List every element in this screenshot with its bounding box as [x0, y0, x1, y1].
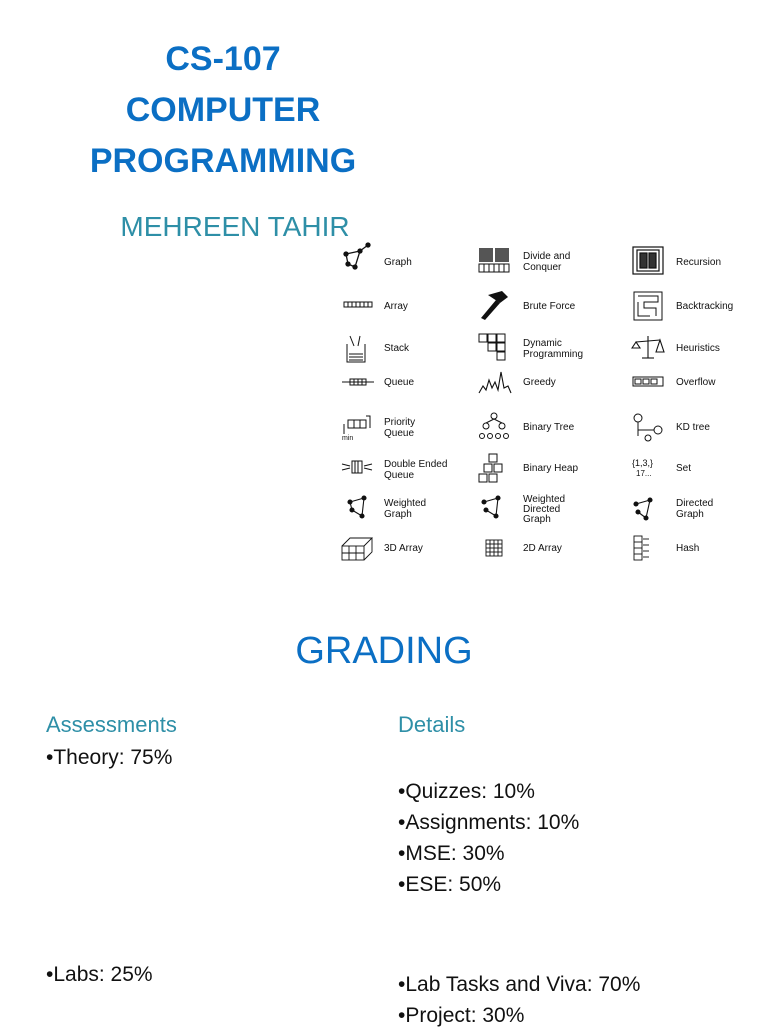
- kd-tree-item: [634, 414, 710, 441]
- 2d-array-item: [486, 540, 562, 556]
- weighted-directed-graph-item: [482, 494, 565, 525]
- dynamic-programming-item: [479, 334, 583, 360]
- data-structures-icon-grid: [336, 240, 746, 570]
- greedy-icon: [479, 372, 511, 393]
- stack-icon: [347, 336, 365, 362]
- grid-label: Divide and: [523, 251, 571, 262]
- course-code: CS-107: [165, 40, 281, 78]
- heuristics-item: [632, 336, 720, 358]
- grid-label: Heuristics: [676, 343, 720, 354]
- lab-details-list: [398, 969, 640, 1031]
- grid-label: Weighted: [523, 494, 566, 505]
- course-name-line1: COMPUTER: [125, 91, 321, 129]
- grid-label: 3D Array: [384, 543, 423, 554]
- grid-label: Queue: [384, 470, 415, 481]
- list-item: •Project: 30%: [398, 1004, 525, 1027]
- recursion-item: [633, 247, 721, 274]
- grid-label: Double Ended: [384, 459, 448, 470]
- list-item: •Quizzes: 10%: [398, 780, 535, 803]
- array-icon: [344, 302, 372, 307]
- priority-queue-icon: [344, 416, 370, 434]
- grid-label: Queue: [384, 377, 415, 388]
- hammer-icon: [481, 291, 508, 320]
- grid-label: Backtracking: [676, 301, 734, 312]
- graph-item: [344, 243, 412, 269]
- grid-label: Graph: [523, 514, 551, 525]
- scale-icon: [632, 336, 664, 358]
- weighted-directed-graph-icon: [482, 496, 500, 518]
- grid-label: Set: [676, 463, 692, 474]
- 2d-array-icon: [486, 540, 502, 556]
- greedy-item: [479, 372, 556, 393]
- binary-tree-icon: [480, 413, 509, 439]
- grid-label: Graph: [384, 509, 412, 520]
- list-item: •Lab Tasks and Viva: 70%: [398, 973, 641, 996]
- backtracking-item: [634, 292, 733, 320]
- weighted-graph-item: [348, 496, 426, 520]
- deque-item: [342, 459, 447, 481]
- grid-label: Graph: [676, 509, 704, 520]
- priority-min-label: min: [342, 435, 354, 442]
- maze-icon: [634, 292, 662, 320]
- overflow-item: [633, 377, 716, 388]
- details-heading: Details: [398, 712, 466, 737]
- set-item: [632, 458, 691, 478]
- queue-item: [342, 377, 414, 388]
- directed-graph-item: [634, 498, 713, 520]
- grid-label: Hash: [676, 543, 700, 554]
- brute-force-item: [481, 291, 576, 320]
- list-item: •ESE: 50%: [398, 873, 502, 896]
- grid-label: Recursion: [676, 257, 722, 268]
- set-glyph-2: 17...: [636, 469, 652, 478]
- theory-weight: •Theory: 75%: [46, 746, 173, 769]
- assessments-heading: Assessments: [46, 712, 177, 737]
- priority-queue-item: [342, 416, 415, 442]
- grid-label: Weighted: [384, 498, 427, 509]
- grading-heading: GRADING: [295, 630, 473, 672]
- 3d-array-icon: [342, 538, 372, 560]
- grid-label: Stack: [384, 343, 410, 354]
- grid-label: Greedy: [523, 377, 556, 388]
- grid-label: KD tree: [676, 422, 710, 433]
- grid-label: Brute Force: [523, 301, 576, 312]
- labs-weight: •Labs: 25%: [46, 963, 153, 986]
- grid-label: 2D Array: [523, 543, 562, 554]
- binary-heap-icon: [479, 454, 502, 482]
- recursion-icon: [633, 247, 663, 274]
- divide-and-conquer-icon: [479, 248, 509, 272]
- theory-details-list: [398, 776, 579, 900]
- grid-label: Binary Tree: [523, 422, 575, 433]
- queue-icon: [342, 379, 374, 385]
- list-item: •MSE: 30%: [398, 842, 505, 865]
- stack-item: [347, 336, 410, 362]
- dynamic-programming-icon: [479, 334, 505, 360]
- grid-label: Programming: [523, 349, 584, 360]
- binary-heap-item: [479, 454, 578, 482]
- weighted-graph-icon: [348, 496, 366, 518]
- grid-label: Array: [384, 301, 408, 312]
- grid-label: Graph: [384, 257, 412, 268]
- divide-and-conquer-item: [479, 248, 570, 273]
- grid-label: Binary Heap: [523, 463, 579, 474]
- grid-label: Priority: [384, 417, 416, 428]
- author-name: MEHREEN TAHIR: [120, 211, 350, 242]
- array-item: [344, 301, 408, 312]
- grid-label: Directed: [676, 498, 714, 509]
- 3d-array-item: [342, 538, 423, 560]
- hash-item: [634, 536, 699, 560]
- grid-label: Conquer: [523, 262, 562, 273]
- grid-label: Overflow: [676, 377, 716, 388]
- set-icon: [632, 458, 653, 478]
- deque-icon: [342, 461, 372, 473]
- graph-icon: [344, 243, 370, 269]
- grid-label: Queue: [384, 428, 415, 439]
- binary-tree-item: [480, 413, 575, 439]
- overflow-icon: [633, 377, 663, 386]
- kd-tree-icon: [634, 414, 662, 441]
- grid-label: Directed: [523, 504, 561, 515]
- course-title: [0, 34, 446, 187]
- directed-graph-icon: [634, 498, 652, 520]
- course-name-line2: PROGRAMMING: [89, 142, 357, 180]
- grid-label: Dynamic: [523, 338, 562, 349]
- hash-icon: [634, 536, 649, 560]
- list-item: •Assignments: 10%: [398, 811, 580, 834]
- set-glyph-1: {1,3,}: [632, 458, 654, 468]
